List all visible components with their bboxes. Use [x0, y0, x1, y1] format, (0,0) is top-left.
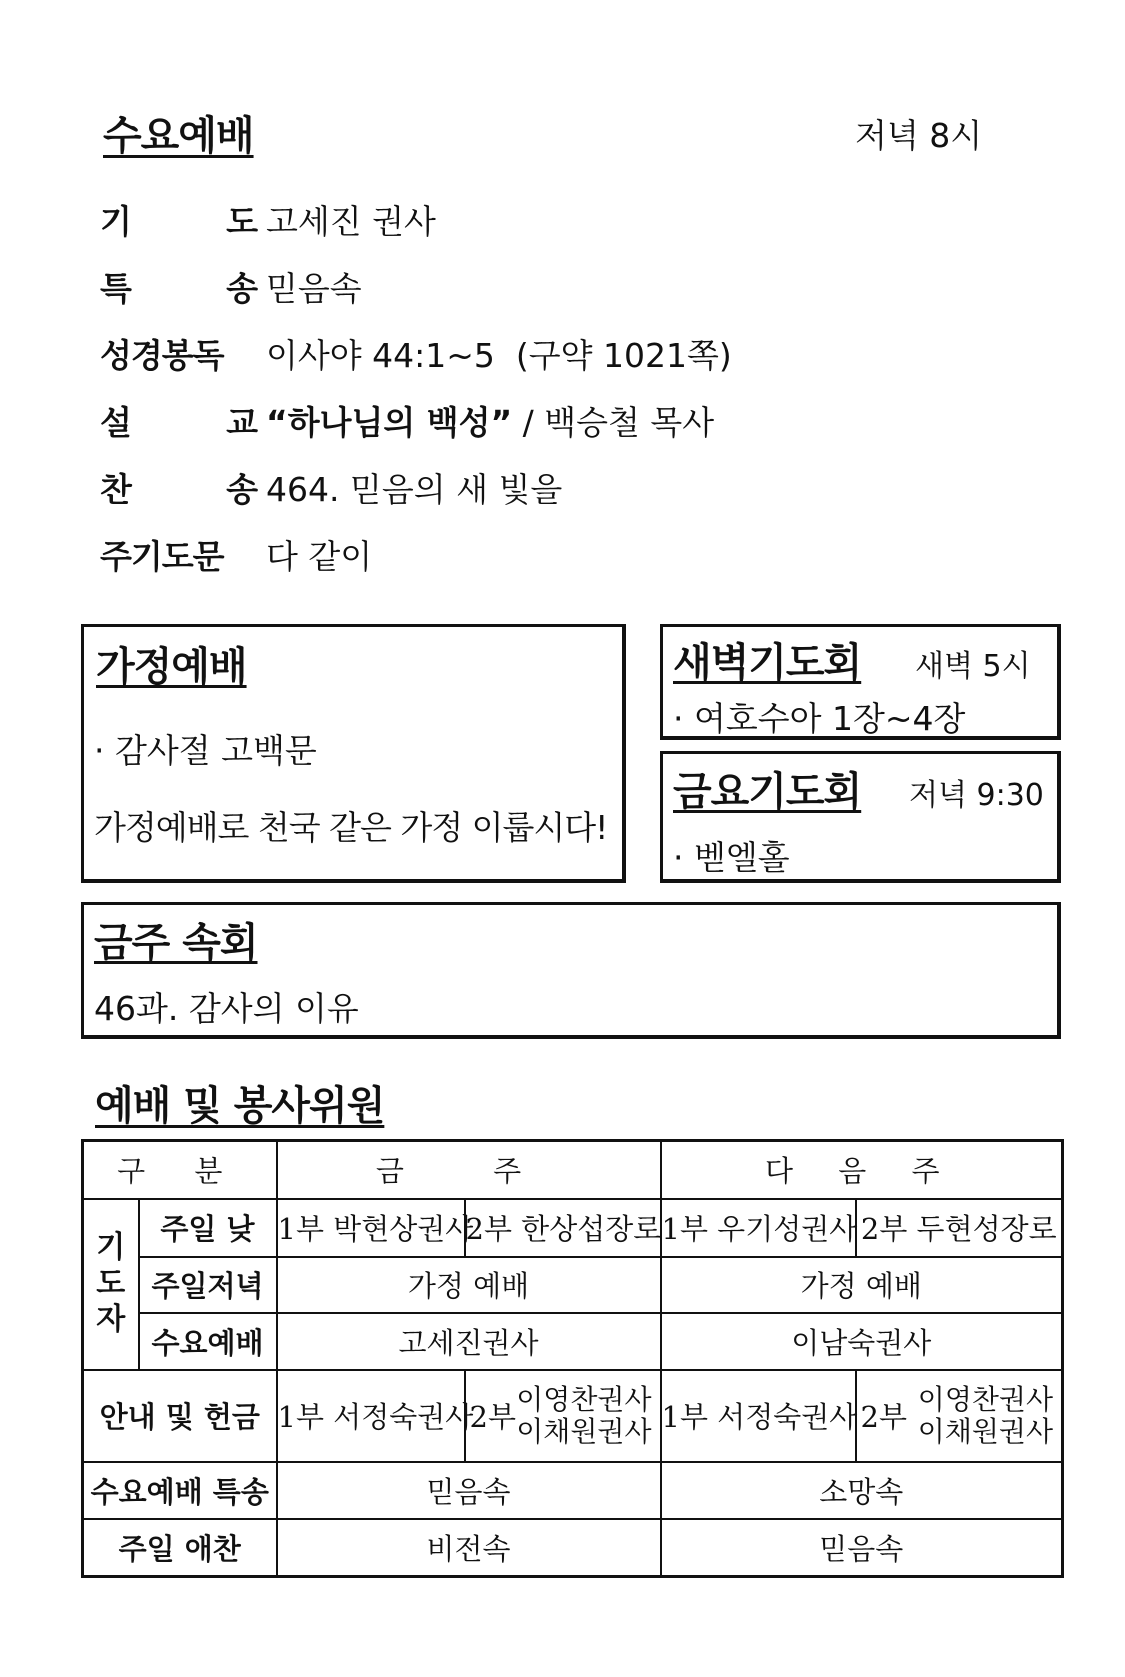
friday-prayer-line: · 벧엘홀	[673, 838, 790, 877]
sunday-day-this-2: 2부 한상섭장로	[465, 1199, 661, 1257]
header-category: 구 분	[83, 1141, 277, 1199]
friday-prayer-time: 저녁 9:30	[909, 778, 1044, 813]
wed-special-next: 소망속	[661, 1462, 1063, 1519]
hymn-value: 464. 믿음의 새 빛을	[266, 470, 563, 509]
table-row	[83, 1462, 1063, 1519]
hymn-label-b: 송	[226, 470, 258, 509]
prayer-label-a: 기	[100, 202, 132, 241]
wednesday-this: 고세진권사	[277, 1313, 661, 1370]
usher-next-2-a: 이영찬권사	[917, 1382, 1054, 1416]
sunday-day-label: 주일 낮	[139, 1199, 277, 1257]
sermon-label-b: 교	[226, 403, 258, 442]
sunday-evening-next: 가정 예배	[661, 1257, 1063, 1313]
roster-table	[81, 1139, 1064, 1578]
lords-prayer-value: 다 같이	[266, 537, 373, 576]
sermon-title: “하나님의 백성”	[266, 403, 513, 442]
cell-meeting-box	[81, 902, 1061, 1039]
sunday-day-next-1: 1부 우기성권사	[661, 1199, 856, 1257]
prayer-row	[100, 186, 900, 253]
cell-meeting-line: 46과. 감사의 이유	[94, 989, 359, 1028]
special-song-row	[100, 253, 900, 320]
hymn-label-a: 찬	[100, 470, 132, 509]
usher-this-2-b: 이채원권사	[516, 1414, 652, 1448]
special-song-label-a: 특	[100, 269, 132, 308]
dawn-prayer-time: 새벽 5시	[915, 649, 1031, 684]
usher-this-1: 1부 서정숙권사	[277, 1370, 465, 1462]
wednesday-time: 저녁 8시	[855, 116, 983, 155]
wednesday-label: 수요예배	[139, 1313, 277, 1370]
header-this-week: 금 주	[277, 1141, 661, 1199]
sunday-day-next-2: 2부 두현성장로	[856, 1199, 1063, 1257]
wednesday-next: 이남숙권사	[661, 1313, 1063, 1370]
sunday-day-this-1: 1부 박현상권사	[277, 1199, 465, 1257]
sunday-choir-next: 믿음속	[661, 1519, 1063, 1577]
scripture-label: 성경봉독	[100, 336, 224, 375]
usher-next-1: 1부 서정숙권사	[661, 1370, 856, 1462]
family-worship-box	[81, 624, 626, 883]
lords-prayer-label: 주기도문	[100, 537, 224, 576]
usher-next-2	[856, 1370, 1063, 1462]
sunday-choir-this: 비전속	[277, 1519, 661, 1577]
table-row	[83, 1199, 1063, 1257]
cell-meeting-title: 금주 속회	[94, 920, 258, 966]
wednesday-order-list	[100, 186, 900, 588]
wed-special-label: 수요예배 특송	[83, 1462, 277, 1519]
roster-title: 예배 및 봉사위원	[95, 1083, 385, 1129]
scripture-row	[100, 320, 900, 387]
usher-label: 안내 및 헌금	[83, 1370, 277, 1462]
sermon-preacher: / 백승철 목사	[512, 403, 715, 442]
hymn-row	[100, 454, 900, 521]
sunday-choir-label: 주일 애찬	[83, 1519, 277, 1577]
prayer-group-label: 기 도 자	[83, 1199, 139, 1370]
dawn-prayer-line: · 여호수아 1장~4장	[673, 699, 966, 738]
sunday-evening-label: 주일저녁	[139, 1257, 277, 1313]
usher-this-2-a: 이영찬권사	[516, 1382, 652, 1416]
wednesday-title: 수요예배	[103, 113, 254, 159]
scripture-value: 이사야 44:1~5 (구약 1021쪽)	[266, 336, 732, 375]
table-row	[83, 1313, 1063, 1370]
sermon-label-a: 설	[100, 403, 132, 442]
usher-next-2-num: 2부	[860, 1400, 907, 1434]
family-worship-title: 가정예배	[96, 644, 247, 690]
usher-next-2-b: 이채원권사	[917, 1414, 1054, 1448]
usher-this-2	[465, 1370, 661, 1462]
lords-prayer-row	[100, 521, 900, 588]
wed-special-this: 믿음속	[277, 1462, 661, 1519]
table-row	[83, 1519, 1063, 1577]
family-worship-line2: 가정예배로 천국 같은 가정 이룹시다!	[94, 808, 608, 847]
dawn-prayer-title: 새벽기도회	[673, 640, 862, 686]
dawn-prayer-box	[660, 624, 1061, 740]
special-song-value: 믿음속	[266, 269, 362, 308]
table-row	[83, 1141, 1063, 1199]
header-next-week: 다 음 주	[661, 1141, 1063, 1199]
prayer-label-b: 도	[226, 202, 258, 241]
table-row	[83, 1370, 1063, 1462]
prayer-value: 고세진 권사	[266, 202, 436, 241]
family-worship-line1: · 감사절 고백문	[94, 731, 317, 770]
friday-prayer-title: 금요기도회	[673, 769, 862, 815]
special-song-label-b: 송	[226, 269, 258, 308]
friday-prayer-box	[660, 751, 1061, 883]
sunday-evening-this: 가정 예배	[277, 1257, 661, 1313]
table-row	[83, 1257, 1063, 1313]
usher-this-2-num: 2부	[469, 1400, 516, 1434]
sermon-row	[100, 387, 900, 454]
